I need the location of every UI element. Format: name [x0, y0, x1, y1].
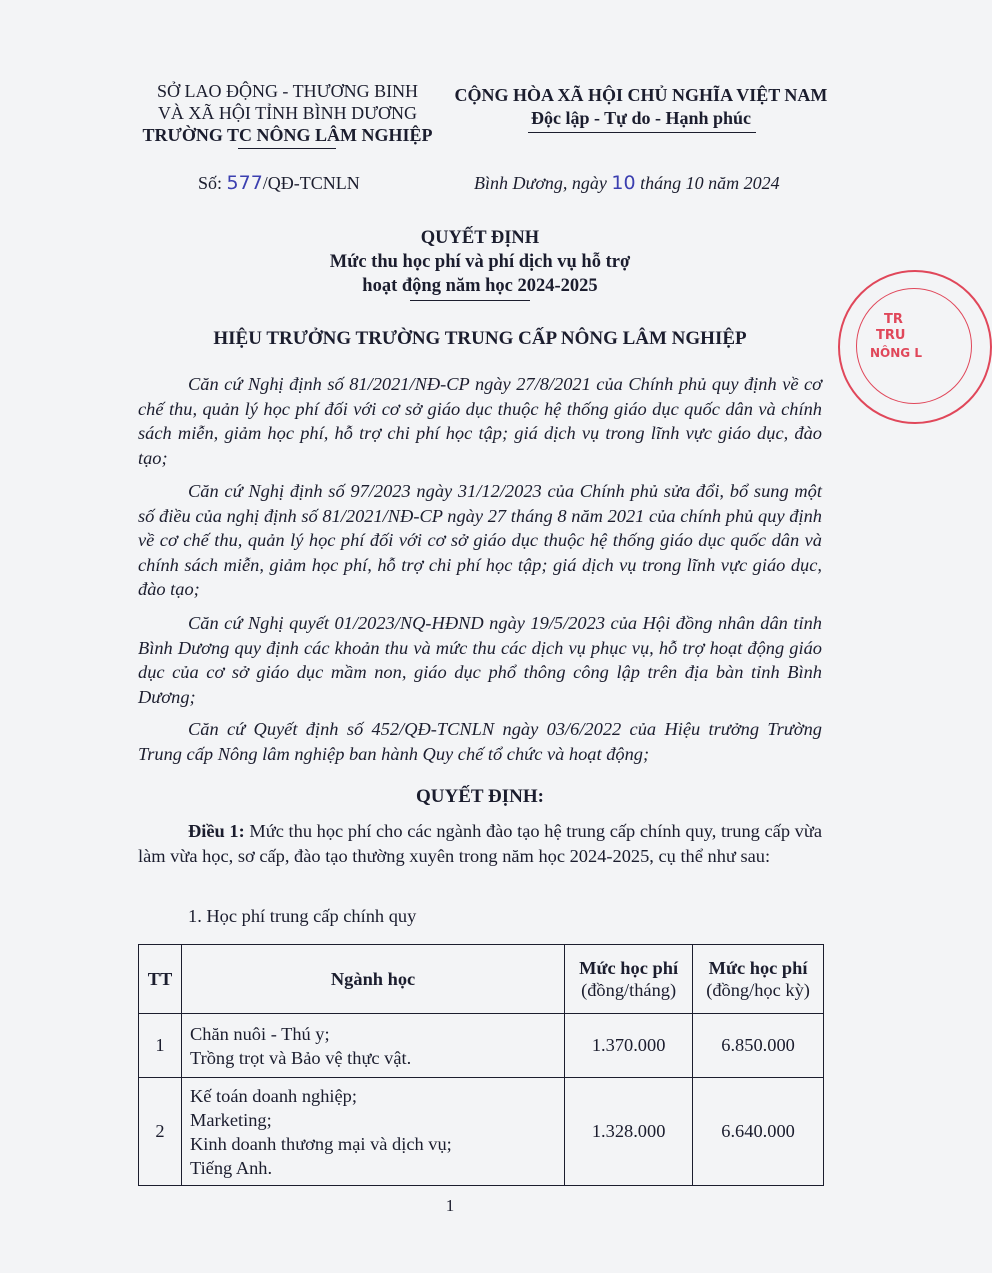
row-majors: Kế toán doanh nghiệp; Marketing; Kinh doanh thương mại và dịch vụ; Tiếng Anh.: [181, 1078, 564, 1186]
header-right-underline: [528, 132, 756, 133]
row-fee-term: 6.640.000: [693, 1078, 824, 1186]
seal-text-2: TRU: [876, 328, 906, 343]
row-fee-month: 1.328.000: [565, 1078, 693, 1186]
page-number: 1: [445, 1196, 455, 1215]
motto: Độc lập - Tự do - Hạnh phúc: [530, 108, 752, 128]
header-fee-month: Mức học phí (đồng/tháng): [565, 945, 693, 1014]
school-name: TRƯỜNG TC NÔNG LÂM NGHIỆP: [142, 125, 433, 145]
header-major: Ngành học: [181, 945, 564, 1014]
title-line-1: QUYẾT ĐỊNH: [420, 228, 540, 248]
header-tt: TT: [139, 945, 182, 1014]
article-1: [138, 819, 822, 868]
agency-line-2: VÀ XÃ HỘI TỈNH BÌNH DƯƠNG: [157, 103, 418, 123]
row-tt: 2: [139, 1078, 182, 1186]
legal-basis-4: Căn cứ Quyết định số 452/QĐ-TCNLN ngày 03/6/2022 của Hiệu trưởng Trường Trung cấp Nông lâm nghiệp ban hành Quy chế tổ chức và hoạt động;: [138, 719, 822, 764]
table-row: [139, 1078, 824, 1186]
row-fee-term: 6.850.000: [693, 1014, 824, 1078]
header-fee-term: Mức học phí (đồng/học kỳ): [693, 945, 824, 1014]
seal-text-1: TR: [884, 312, 903, 327]
row-majors: Chăn nuôi - Thú y; Trồng trọt và Bảo vệ thực vật.: [181, 1014, 564, 1078]
document-number: Số: 577/QĐ-TCNLN: [198, 172, 360, 194]
legal-basis-1: Căn cứ Nghị định số 81/2021/NĐ-CP ngày 27/8/2021 của Chính phủ quy định về cơ chế thu, quản lý học phí đối với cơ sở giáo dục thuộc hệ thống giáo dục quốc dân và chính sách miễn, giảm học phí, hỗ trợ chi phí học tập; giá dịch vụ trong lĩnh vực giáo dục, đào tạo;: [138, 374, 822, 468]
document-date: Bình Dương, ngày 10 tháng 10 năm 2024: [474, 172, 780, 194]
agency-line-1: SỞ LAO ĐỘNG - THƯƠNG BINH: [156, 81, 419, 101]
title-line-2: Mức thu học phí và phí dịch vụ hỗ trợ: [329, 252, 631, 272]
seal-text-3: NÔNG L: [870, 346, 922, 360]
row-fee-month: 1.370.000: [565, 1014, 693, 1078]
decision-heading: QUYẾT ĐỊNH:: [416, 786, 544, 807]
title-underline: [410, 300, 530, 301]
title-line-3: hoạt động năm học 2024-2025: [362, 276, 598, 296]
official-seal: [838, 270, 992, 424]
legal-basis-2: Căn cứ Nghị định số 97/2023 ngày 31/12/2023 của Chính phủ sửa đổi, bổ sung một số điều của nghị định số 81/2021/NĐ-CP ngày 27 tháng 8 năm 2021 của chính phủ quy định về cơ chế thu, quản lý học phí đối với cơ sở giáo dục thuộc hệ thống giáo dục quốc dân và chính sách miễn, giảm học phí, hỗ trợ chi phí học tập; giá dịch vụ trong lĩnh vực giáo dục, đào tạo;: [138, 481, 822, 599]
national-header: [448, 84, 834, 129]
table-row: [139, 1014, 824, 1078]
table-header-row: [139, 945, 824, 1014]
document-title: [138, 226, 822, 298]
header-left-underline: [238, 148, 336, 149]
agency-header: [140, 80, 435, 146]
row-tt: 1: [139, 1014, 182, 1078]
handwritten-day: 10: [611, 172, 636, 194]
authority-heading: HIỆU TRƯỞNG TRƯỜNG TRUNG CẤP NÔNG LÂM NGHIỆP: [213, 328, 747, 349]
country-name: CỘNG HÒA XÃ HỘI CHỦ NGHĨA VIỆT NAM: [454, 85, 828, 105]
section-1-heading: 1. Học phí trung cấp chính quy: [188, 906, 417, 926]
legal-basis-3: Căn cứ Nghị quyết 01/2023/NQ-HĐND ngày 19/5/2023 của Hội đồng nhân dân tỉnh Bình Dương quy định các khoản thu và mức thu các dịch vụ phục vụ, hỗ trợ hoạt động giáo dục của cơ sở giáo dục mầm non, giáo dục phổ thông công lập trên địa bàn tỉnh Bình Dương;: [138, 613, 822, 707]
handwritten-number: 577: [226, 172, 263, 194]
article-1-label: Điều 1:: [188, 821, 245, 841]
tuition-table: [138, 944, 824, 1186]
article-1-text: Mức thu học phí cho các ngành đào tạo hệ trung cấp chính quy, trung cấp vừa làm vừa học, sơ cấp, đào tạo thường xuyên trong năm học 2024-2025, cụ thể như sau:: [138, 821, 822, 866]
